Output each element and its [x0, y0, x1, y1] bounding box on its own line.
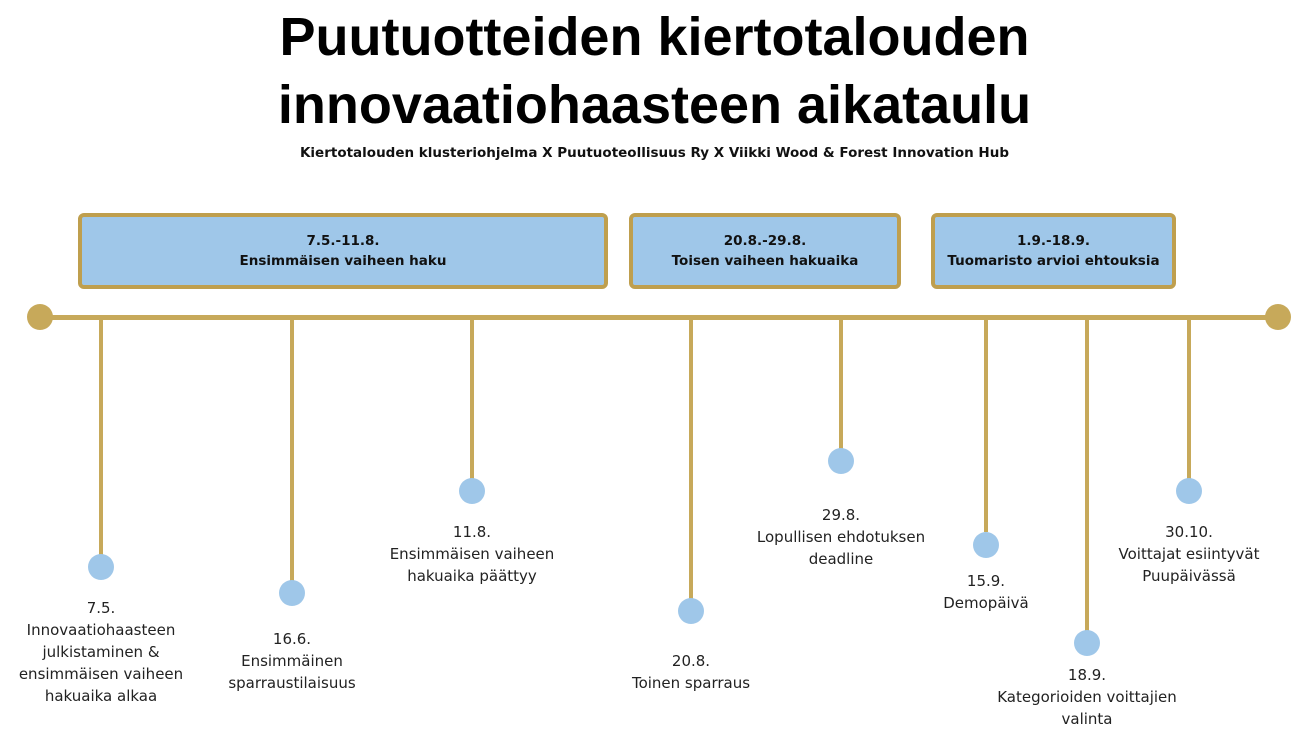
- milestone-dot: [1176, 478, 1202, 504]
- phase-dates: 1.9.-18.9.: [1016, 233, 1091, 249]
- phase-label: Ensimmäisen vaiheen haku: [239, 253, 447, 269]
- phase-box-first-application: [78, 213, 608, 289]
- phase-box-second-application: [629, 213, 901, 289]
- milestone-dot: [678, 598, 704, 624]
- milestone-date: 11.8.: [452, 523, 492, 541]
- milestone-label-30-10: [1089, 521, 1289, 587]
- milestone-label-16-6: [192, 628, 392, 694]
- milestone-text: Demopäivä: [943, 594, 1029, 612]
- title-line-1: Puutuotteiden kiertotalouden: [279, 7, 1030, 67]
- milestone-text: hakuaika alkaa: [44, 687, 158, 705]
- milestone-dot: [828, 448, 854, 474]
- milestone-text: Ensimmäisen vaiheen: [389, 545, 555, 563]
- title-line-2: innovaatiohaasteen aikataulu: [277, 75, 1032, 135]
- milestone-text: ensimmäisen vaiheen: [18, 665, 184, 683]
- milestone-text: Innovaatiohaasteen: [26, 621, 176, 639]
- milestone-stem: [470, 318, 474, 482]
- milestone-label-18-9: [987, 664, 1187, 730]
- milestone-text: deadline: [808, 550, 874, 568]
- milestone-date: 20.8.: [671, 652, 711, 670]
- subtitle: Kiertotalouden klusteriohjelma X Puutuoteollisuus Ry X Viikki Wood & Forest Innovation Hub: [299, 145, 1010, 161]
- milestone-stem: [984, 318, 988, 532]
- milestone-date: 16.6.: [272, 630, 312, 648]
- milestone-text: julkistaminen &: [42, 643, 160, 661]
- milestone-stem: [839, 318, 843, 450]
- timeline-axis: [40, 315, 1278, 320]
- milestone-date: 7.5.: [86, 599, 116, 617]
- milestone-dot: [88, 554, 114, 580]
- milestone-text: Ensimmäinen: [241, 652, 343, 670]
- phase-dates: 7.5.-11.8.: [306, 233, 380, 249]
- milestone-dot: [973, 532, 999, 558]
- phase-dates: 20.8.-29.8.: [723, 233, 807, 249]
- milestone-text: Lopullisen ehdotuksen: [756, 528, 926, 546]
- milestone-text: Kategorioiden voittajien: [997, 688, 1177, 706]
- milestone-label-11-8: [372, 521, 572, 587]
- milestone-label-7-5: [1, 597, 201, 707]
- milestone-text: sparraustilaisuus: [228, 674, 356, 692]
- phase-box-jury-evaluation: [931, 213, 1176, 289]
- milestone-label-20-8: [591, 650, 791, 694]
- milestone-stem: [689, 318, 693, 602]
- timeline-start-cap: [27, 304, 53, 330]
- milestone-text: hakuaika päättyy: [407, 567, 537, 585]
- milestone-text: Puupäivässä: [1142, 567, 1236, 585]
- milestone-date: 30.10.: [1165, 523, 1213, 541]
- milestone-text: Voittajat esiintyvät: [1118, 545, 1260, 563]
- milestone-date: 15.9.: [966, 572, 1006, 590]
- phase-label: Toisen vaiheen hakuaika: [671, 253, 859, 269]
- milestone-text: Toinen sparraus: [631, 674, 751, 692]
- milestone-date: 29.8.: [821, 506, 861, 524]
- milestone-dot: [459, 478, 485, 504]
- milestone-stem: [99, 318, 103, 558]
- milestone-label-15-9: [886, 570, 1086, 614]
- milestone-label-29-8: [741, 504, 941, 570]
- milestone-dot: [1074, 630, 1100, 656]
- milestone-stem: [290, 318, 294, 584]
- phase-label: Tuomaristo arvioi ehtouksia: [947, 253, 1160, 269]
- milestone-dot: [279, 580, 305, 606]
- milestone-stem: [1187, 318, 1191, 482]
- timeline-end-cap: [1265, 304, 1291, 330]
- milestone-text: valinta: [1061, 710, 1113, 728]
- milestone-date: 18.9.: [1067, 666, 1107, 684]
